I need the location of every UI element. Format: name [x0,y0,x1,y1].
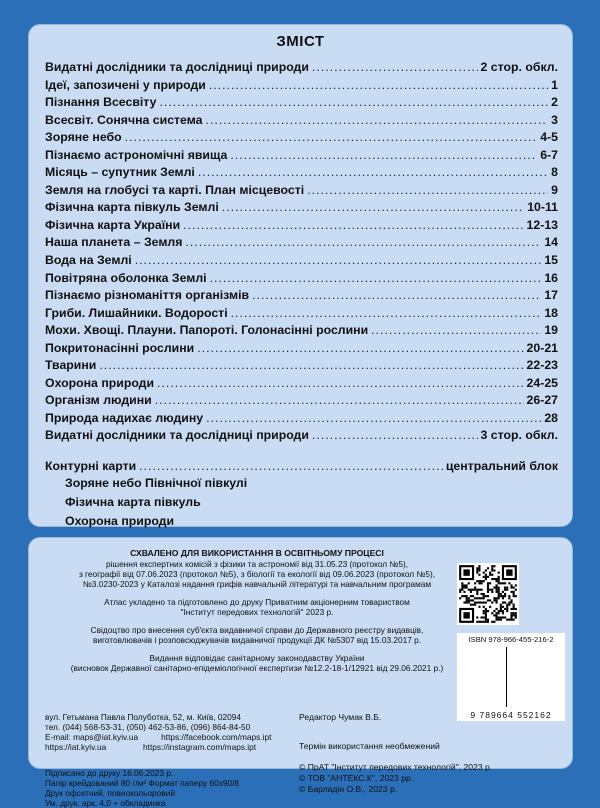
print-line: Підписано до друку 16.06.2023 р. [45,768,239,778]
contour-map-item[interactable]: Зоряне небо Північної півкулі [45,476,558,495]
toc-item[interactable] [45,60,558,78]
dot-leader [185,235,541,249]
toc-item-page: 1 [551,78,558,92]
contact-line: https://iat.kyiv.ua https://instagram.com/maps.ipt [45,742,285,752]
toc-item[interactable] [45,130,558,148]
toc-item-label: Тварини [45,358,96,372]
toc-item[interactable] [45,411,558,429]
contour-maps-label: Контурні карти [45,459,136,473]
toc-item-page: 9 [551,183,558,197]
toc-item[interactable] [45,288,558,306]
print-line: Папір крейдований 80 г/м² Формат паперу 60х90/8 [45,778,239,788]
dot-leader [210,271,542,285]
toc-item-label: Природа надихає людину [45,411,203,425]
toc-item[interactable] [45,323,558,341]
toc-item-page: 26-27 [527,393,558,407]
dot-leader [125,130,538,144]
certificate-line: Свідоцтво про внесення суб'єкта видавничої справи до Державного реєстру видавців, [37,625,477,635]
sanitary-info [37,653,477,673]
dot-leader [206,411,541,425]
usage-term: Термін використання необмежений [299,741,440,751]
toc-item-page: 2 стор. обкл. [481,60,558,74]
toc-item[interactable] [45,376,558,394]
certificate-line: виготовлювачів і розповсюджувачів видавничої продукції ДК №5307 від 15.03.2017 р. [37,635,477,645]
toc-item-page: 17 [544,288,558,302]
print-line: Друк офсетний, повнокольоровий [45,788,239,798]
copyright-line: © Барладін О.В., 2023 р. [299,784,492,795]
approval-line: з географії від 07.06.2023 (протокол №5), з біології та екології від 09.06.2023 (протокол №5), [37,569,477,579]
contour-map-item[interactable]: Охорона природи [45,514,558,533]
toc-item[interactable] [45,218,558,236]
toc-item-page: 15 [544,253,558,267]
dot-leader [135,253,542,267]
isbn: ISBN 978-966-455-216-2 [459,635,563,645]
toc-item[interactable] [45,253,558,271]
dot-leader [155,393,524,407]
atlas-info [37,597,477,617]
dot-leader [307,183,548,197]
toc-item[interactable] [45,428,558,446]
dot-leader [139,459,443,473]
dot-leader [312,428,478,442]
toc-item-label: Пізнання Всесвіту [45,95,156,109]
toc-title: ЗМІСТ [29,33,572,50]
toc-item-label: Видатні дослідники та дослідниці природи [45,428,309,442]
dot-leader [252,288,541,302]
qr-code[interactable] [457,563,519,625]
toc-list [45,60,558,446]
barcode-bars [467,647,559,707]
toc-item-page: 10-11 [527,200,558,214]
toc-item-label: Повітряна оболонка Землі [45,271,207,285]
toc-item-page: 3 стор. обкл. [481,428,558,442]
dot-leader [157,376,524,390]
toc-item-label: Пізнаємо астрономічні явища [45,148,227,162]
dot-leader [371,323,541,337]
toc-item-page: 14 [544,235,558,249]
toc-item-page: 12-13 [527,218,558,232]
toc-panel [28,24,573,527]
contour-maps-subitems [45,476,558,533]
toc-item[interactable] [45,78,558,96]
copyrights [299,762,492,795]
toc-item[interactable] [45,341,558,359]
toc-item-label: Земля на глобусі та карті. План місцевості [45,183,304,197]
barcode [457,633,565,721]
toc-item-page: 19 [544,323,558,337]
toc-item-label: Фізична карта півкуль Землі [45,200,219,214]
contour-map-item[interactable]: Фізична карта півкуль [45,495,558,514]
toc-item-label: Фізична карта України [45,218,180,232]
toc-item-page: 4-5 [540,130,558,144]
toc-item-label: Ідеї, запозичені у природи [45,78,206,92]
atlas-line: Атлас укладено та підготовлено до друку Приватним акціонерним товариством [37,597,477,607]
contact-line: E-mail: maps@iat.kyiv.ua https://facebook.com/maps.ipt [45,732,285,742]
toc-item[interactable] [45,183,558,201]
toc-item-label: Всесвіт. Сонячна система [45,113,203,127]
toc-item-page: 24-25 [527,376,558,390]
copyright-line: © ТОВ "АНТЕКС.К", 2023 рр. [299,773,492,784]
approval-line: рішення експертних комісій з фізики та астрономії від 31.05.23 (протокол №5), [37,559,477,569]
approval-heading: СХВАЛЕНО ДЛЯ ВИКОРИСТАННЯ В ОСВІТНЬОМУ ПРОЦЕСІ [37,548,477,558]
barcode-number: 9 789664 552162 [459,710,563,720]
atlas-line: "Інститут передових технологій" 2023 р. [37,607,477,617]
toc-item-label: Зоряне небо [45,130,122,144]
dot-leader [222,200,524,214]
dot-leader [198,165,548,179]
dot-leader [99,358,523,372]
toc-item[interactable] [45,393,558,411]
imprint-panel [28,537,573,769]
contour-maps-page: центральний блок [446,459,558,473]
editor: Редактор Чумак В.Б. [299,712,381,722]
toc-item[interactable] [45,165,558,183]
toc-item-page: 2 [551,95,558,109]
toc-item-label: Охорона природи [45,376,154,390]
toc-item-label: Покритонасінні рослини [45,341,194,355]
contour-maps-section [45,459,558,533]
toc-item[interactable] [45,148,558,166]
dot-leader [183,218,523,232]
print-specs [45,768,239,808]
toc-item[interactable] [45,200,558,218]
toc-item-page: 22-23 [527,358,558,372]
toc-item-label: Наша планета – Земля [45,235,182,249]
toc-item-label: Місяць – супутник Землі [45,165,195,179]
toc-item-label: Гриби. Лишайники. Водорості [45,306,228,320]
approval-lines [37,559,477,589]
dot-leader [231,306,542,320]
sanitary-line: (висновок Державної санітарно-епідеміологічної експертизи №12.2-18-1/12921 від 29.06.2021 р.) [37,663,477,673]
dot-leader [206,113,549,127]
toc-item[interactable] [45,95,558,113]
copyright-line: © ПрАТ "Інститут передових технологій", 2023 р. [299,762,492,773]
toc-item-page: 18 [544,306,558,320]
toc-item-page: 16 [544,271,558,285]
dot-leader [159,95,548,109]
contact-line: вул. Гетьмана Павла Полуботка, 52, м. Київ, 02094 [45,712,285,722]
toc-item-label: Організм людини [45,393,152,407]
toc-item-label: Вода на Землі [45,253,132,267]
toc-item-label: Мохи. Хвощі. Плауни. Папороті. Голонасінні рослини [45,323,368,337]
toc-item-page: 8 [551,165,558,179]
print-line: Ум. друк. арк. 4,0 + обкладинка [45,798,239,808]
dot-leader [197,341,523,355]
approval-line: №3.0230-2023 у Каталозі надання грифів навчальній літературі та навчальним програмам [37,579,477,589]
toc-item[interactable] [45,113,558,131]
certificate-info [37,625,477,645]
toc-item-page: 3 [551,113,558,127]
toc-item-label: Видатні дослідники та дослідниці природи [45,60,309,74]
approval-block [37,548,477,673]
publisher-address [45,712,285,752]
toc-item[interactable] [45,271,558,289]
dot-leader [209,78,548,92]
toc-item-page: 6-7 [540,148,558,162]
contour-maps-row[interactable] [45,459,558,476]
dot-leader [312,60,478,74]
dot-leader [230,148,537,162]
toc-item[interactable] [45,306,558,324]
toc-item-page: 20-21 [527,341,558,355]
contact-line: тел. (044) 568-53-31, (050) 462-53-86, (096) 864-84-50 [45,722,285,732]
sanitary-line: Видання відповідає санітарному законодавству України [37,653,477,663]
toc-item-page: 28 [544,411,558,425]
toc-item-label: Пізнаємо різноманіття організмів [45,288,249,302]
toc-item[interactable] [45,358,558,376]
toc-item[interactable] [45,235,558,253]
